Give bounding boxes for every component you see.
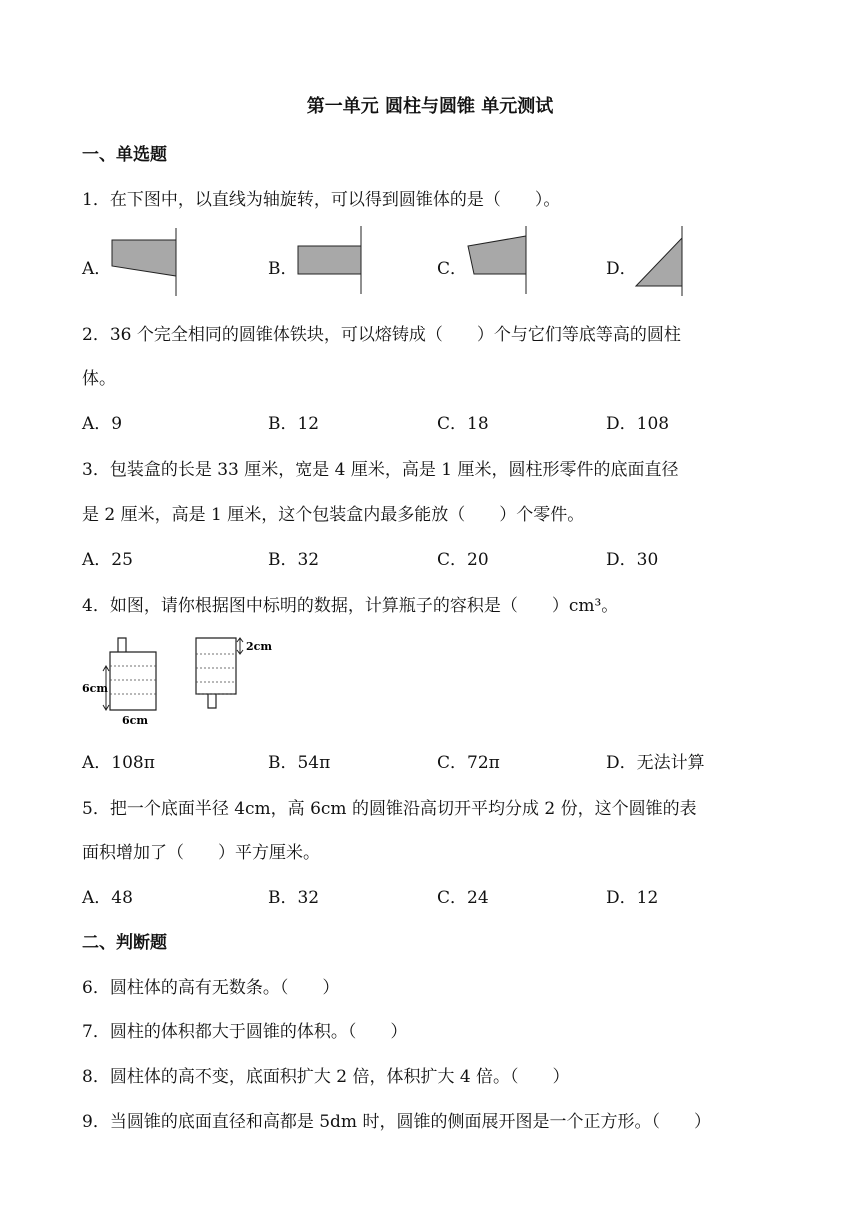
q1-figure-d — [634, 226, 694, 296]
q1-option-d-label: D． — [606, 259, 637, 279]
q1-option-b-label: B． — [268, 259, 298, 279]
question-2-line-2: 体。 — [82, 369, 116, 389]
q1-option-a-label: A． — [82, 259, 112, 279]
q4-option-d: D．无法计算 — [606, 753, 705, 773]
q4-option-a: A．108π — [82, 753, 155, 773]
q4-width-label: 6cm — [122, 714, 148, 727]
q4-bottle-neck-upright — [118, 638, 126, 652]
q1-figure-c — [466, 226, 536, 294]
q4-bottle-neck-inverted — [208, 694, 216, 708]
q4-option-b: B．54π — [268, 753, 331, 773]
question-1-text: 1．在下图中，以直线为轴旋转，可以得到圆锥体的是（ ）。 — [82, 190, 561, 210]
q1-shape-a — [112, 240, 176, 276]
q5-option-a: A．48 — [82, 888, 133, 908]
q3-option-b: B．32 — [268, 550, 320, 570]
q5-option-d: D．12 — [606, 888, 659, 908]
q3-option-d: D．30 — [606, 550, 659, 570]
question-5-line-2: 面积增加了（ ）平方厘米。 — [82, 843, 320, 863]
q4-bottle-inverted — [196, 638, 236, 694]
section-heading-true-false: 二、判断题 — [82, 933, 167, 953]
q1-option-c-label: C． — [437, 259, 468, 279]
q1-figure-b — [298, 226, 368, 294]
question-6-text: 6．圆柱体的高有无数条。（ ） — [82, 978, 340, 998]
q5-option-b: B．32 — [268, 888, 320, 908]
question-7-text: 7．圆柱的体积都大于圆锥的体积。（ ） — [82, 1022, 408, 1042]
q1-figure-a — [112, 228, 182, 296]
q3-option-a: A．25 — [82, 550, 133, 570]
q5-option-c: C．24 — [437, 888, 489, 908]
question-3-line-2: 是 2 厘米，高是 1 厘米，这个包装盒内最多能放（ ）个零件。 — [82, 505, 585, 525]
question-4-text: 4．如图，请你根据图中标明的数据，计算瓶子的容积是（ ）cm³。 — [82, 596, 619, 616]
q1-shape-c — [468, 236, 526, 274]
q2-option-a: A．9 — [82, 414, 123, 434]
q2-option-d: D．108 — [606, 414, 670, 434]
q4-height-label: 6cm — [82, 682, 108, 695]
question-5-line-1: 5．把一个底面半径 4cm，高 6cm 的圆锥沿高切开平均分成 2 份，这个圆锥的表 — [82, 799, 697, 819]
q3-option-c: C．20 — [437, 550, 489, 570]
q2-option-b: B．12 — [268, 414, 320, 434]
question-2-line-1: 2．36 个完全相同的圆锥体铁块，可以熔铸成（ ）个与它们等底等高的圆柱 — [82, 325, 681, 345]
q1-shape-b — [298, 246, 361, 274]
page-title: 第一单元 圆柱与圆锥 单元测试 — [306, 96, 554, 117]
q4-option-c: C．72π — [437, 753, 500, 773]
q2-option-c: C．18 — [437, 414, 489, 434]
q1-shape-d — [636, 238, 682, 286]
question-9-text: 9．当圆锥的底面直径和高都是 5dm 时，圆锥的侧面展开图是一个正方形。（ ） — [82, 1112, 711, 1132]
q4-bottle-figure — [80, 632, 290, 727]
q4-top-label: 2cm — [246, 640, 272, 653]
q4-bottle-upright — [110, 652, 156, 710]
question-3-line-1: 3．包装盒的长是 33 厘米，宽是 4 厘米，高是 1 厘米，圆柱形零件的底面直径 — [82, 460, 679, 480]
section-heading-single-choice: 一、单选题 — [82, 145, 167, 165]
question-8-text: 8．圆柱体的高不变，底面积扩大 2 倍，体积扩大 4 倍。（ ） — [82, 1067, 570, 1087]
